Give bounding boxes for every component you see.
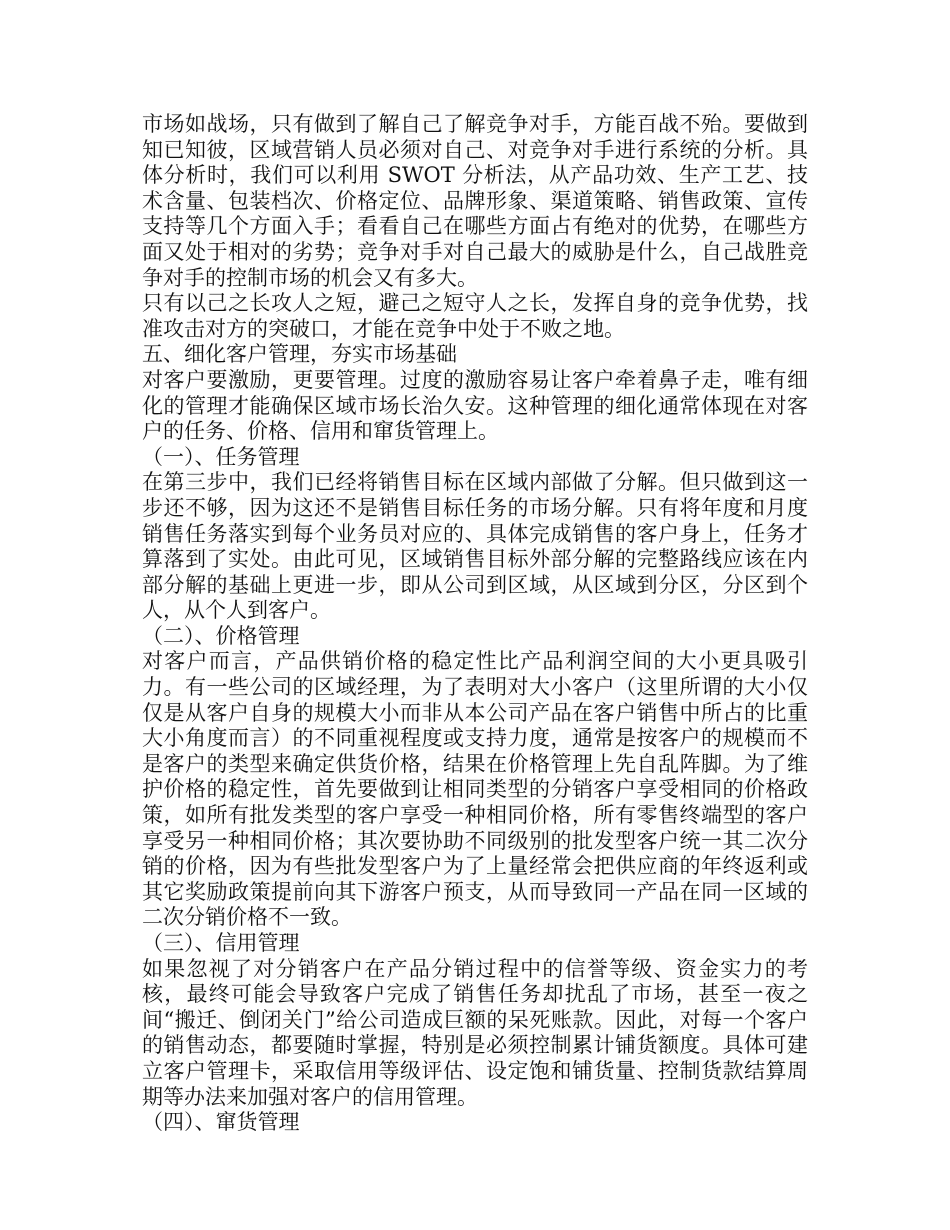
subheading-cross-selling-management: （四）、窜货管理 (142, 1110, 300, 1135)
paragraph-task-management: 在第三步中，我们已经将销售目标在区域内部做了分解。但只做到这一步还不够，因为这还不是销售目标任务的市场分解。只有将年度和月度销售任务落实到每个业务员对应的、具体完成销售的客户身上，任务才算落到了实处。由此可见，区域销售目标外部分解的完整路线应该在内部分解的基础上更进一步，即从公司到区域，从区域到分区，分区到个人，从个人到客户。 (142, 470, 808, 623)
paragraph-competition-analysis: 市场如战场，只有做到了解自己了解竞争对手，方能百战不殆。要做到知已知彼，区域营销人员必须对自己、对竞争对手进行系统的分析。具体分析时，我们可以利用 SWOT 分析法，从产品功效、生产工艺、技术含量、包装档次、价格定位、品牌形象、渠道策略、销售政策、宣传支持等几个方面入手；看看自己在哪些方面占有绝对的优势，在哪些方面又处于相对的劣势；竞争对手对自己最大的威胁是什么，自己战胜竞争对手的控制市场的机会又有多大。 (142, 112, 808, 290)
paragraph-credit-management: 如果忽视了对分销客户在产品分销过程中的信誉等级、资金实力的考核，最终可能会导致客户完成了销售任务却扰乱了市场，甚至一夜之间“搬迁、倒闭关门”给公司造成巨额的呆死账款。因此，对每一个客户的销售动态，都要随时掌握，特别是必须控制累计铺货额度。具体可建立客户管理卡，采取信用等级评估、设定饱和铺货量、控制货款结算周期等办法来加强对客户的信用管理。 (142, 956, 808, 1109)
subheading-task-management: （一）、任务管理 (142, 444, 300, 469)
subheading-price-management: （二）、价格管理 (142, 623, 300, 648)
document-body (142, 112, 808, 1136)
paragraph-customer-management-intro: 对客户要激励，更要管理。过度的激励容易让客户牵着鼻子走，唯有细化的管理才能确保区域市场长治久安。这种管理的细化通常体现在对客户的任务、价格、信用和窜货管理上。 (142, 367, 808, 444)
section-heading-customer-management: 五、细化客户管理，夯实市场基础 (142, 342, 457, 367)
paragraph-price-management: 对客户而言，产品供销价格的稳定性比产品利润空间的大小更具吸引力。有一些公司的区域经理，为了表明对大小客户（这里所谓的大小仅仅是从客户自身的规模大小而非从本公司产品在客户销售中所占的比重大小角度而言）的不同重视程度或支持力度，通常是按客户的规模而不是客户的类型来确定供货价格，结果在价格管理上先自乱阵脚。为了维护价格的稳定性，首先要做到让相同类型的分销客户享受相同的价格政策，如所有批发类型的客户享受一种相同价格，所有零售终端型的客户享受另一种相同价格；其次要协助不同级别的批发型客户统一其二次分销的价格，因为有些批发型客户为了上量经常会把供应商的年终返利或其它奖励政策提前向其下游客户预支，从而导致同一产品在同一区域的二次分销价格不一致。 (142, 649, 808, 930)
subheading-credit-management: （三）、信用管理 (142, 931, 300, 955)
paragraph-competitive-advantage: 只有以己之长攻人之短，避己之短守人之长，发挥自身的竞争优势，找准攻击对方的突破口，才能在竞争中处于不败之地。 (142, 291, 808, 341)
